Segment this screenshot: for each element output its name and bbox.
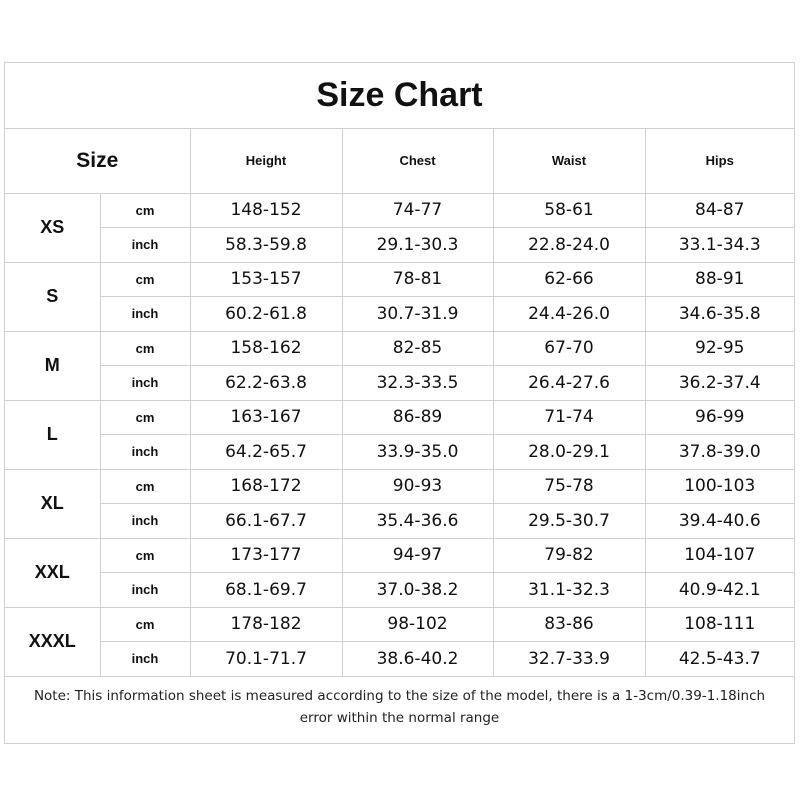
size-label: XS bbox=[5, 193, 100, 262]
hips-value: 100-103 bbox=[645, 469, 794, 504]
chest-value: 82-85 bbox=[342, 331, 493, 366]
size-label: S bbox=[5, 262, 100, 331]
page-title: Size Chart bbox=[5, 63, 794, 129]
unit-label-inch: inch bbox=[100, 228, 190, 263]
height-value: 60.2-61.8 bbox=[190, 297, 342, 332]
hips-value: 88-91 bbox=[645, 262, 794, 297]
waist-value: 29.5-30.7 bbox=[493, 504, 645, 539]
waist-value: 24.4-26.0 bbox=[493, 297, 645, 332]
hips-value: 33.1-34.3 bbox=[645, 228, 794, 263]
table-row bbox=[5, 504, 794, 539]
hips-value: 108-111 bbox=[645, 607, 794, 642]
chest-value: 78-81 bbox=[342, 262, 493, 297]
table-row bbox=[5, 538, 794, 573]
unit-label-inch: inch bbox=[100, 366, 190, 401]
height-value: 66.1-67.7 bbox=[190, 504, 342, 539]
hips-value: 84-87 bbox=[645, 193, 794, 228]
height-value: 178-182 bbox=[190, 607, 342, 642]
chest-value: 37.0-38.2 bbox=[342, 573, 493, 608]
unit-label-cm: cm bbox=[100, 193, 190, 228]
waist-value: 71-74 bbox=[493, 400, 645, 435]
table-row bbox=[5, 573, 794, 608]
table-row bbox=[5, 435, 794, 470]
unit-label-inch: inch bbox=[100, 504, 190, 539]
table-row bbox=[5, 297, 794, 332]
chest-value: 90-93 bbox=[342, 469, 493, 504]
waist-value: 31.1-32.3 bbox=[493, 573, 645, 608]
size-column-header: Size bbox=[5, 129, 190, 193]
height-value: 163-167 bbox=[190, 400, 342, 435]
table-row bbox=[5, 366, 794, 401]
unit-label-cm: cm bbox=[100, 262, 190, 297]
hips-column-header: Hips bbox=[645, 129, 794, 193]
height-value: 62.2-63.8 bbox=[190, 366, 342, 401]
chest-value: 29.1-30.3 bbox=[342, 228, 493, 263]
height-value: 153-157 bbox=[190, 262, 342, 297]
hips-value: 36.2-37.4 bbox=[645, 366, 794, 401]
chest-value: 33.9-35.0 bbox=[342, 435, 493, 470]
size-label: XL bbox=[5, 469, 100, 538]
table-row bbox=[5, 642, 794, 677]
hips-value: 42.5-43.7 bbox=[645, 642, 794, 677]
unit-label-cm: cm bbox=[100, 538, 190, 573]
waist-value: 79-82 bbox=[493, 538, 645, 573]
chest-value: 86-89 bbox=[342, 400, 493, 435]
size-label: XXXL bbox=[5, 607, 100, 676]
table-row bbox=[5, 331, 794, 366]
size-chart-sheet bbox=[4, 62, 795, 744]
waist-value: 62-66 bbox=[493, 262, 645, 297]
waist-value: 75-78 bbox=[493, 469, 645, 504]
height-value: 70.1-71.7 bbox=[190, 642, 342, 677]
chest-value: 74-77 bbox=[342, 193, 493, 228]
hips-value: 96-99 bbox=[645, 400, 794, 435]
chest-value: 32.3-33.5 bbox=[342, 366, 493, 401]
unit-label-inch: inch bbox=[100, 573, 190, 608]
height-value: 58.3-59.8 bbox=[190, 228, 342, 263]
measurement-note: Note: This information sheet is measured according to the size of the model, there is a 1-3cm/0.39-1.18inch error within the normal range bbox=[33, 688, 766, 726]
height-column-header: Height bbox=[190, 129, 342, 193]
chest-column-header: Chest bbox=[342, 129, 493, 193]
height-value: 173-177 bbox=[190, 538, 342, 573]
height-value: 158-162 bbox=[190, 331, 342, 366]
unit-label-cm: cm bbox=[100, 331, 190, 366]
chest-value: 35.4-36.6 bbox=[342, 504, 493, 539]
table-row bbox=[5, 262, 794, 297]
table-row bbox=[5, 193, 794, 228]
waist-value: 26.4-27.6 bbox=[493, 366, 645, 401]
header-row bbox=[5, 129, 794, 193]
hips-value: 39.4-40.6 bbox=[645, 504, 794, 539]
waist-value: 67-70 bbox=[493, 331, 645, 366]
size-table bbox=[5, 129, 794, 677]
chest-value: 38.6-40.2 bbox=[342, 642, 493, 677]
height-value: 148-152 bbox=[190, 193, 342, 228]
unit-label-cm: cm bbox=[100, 607, 190, 642]
waist-column-header: Waist bbox=[493, 129, 645, 193]
table-body bbox=[5, 193, 794, 676]
unit-label-inch: inch bbox=[100, 435, 190, 470]
size-label: L bbox=[5, 400, 100, 469]
chest-value: 98-102 bbox=[342, 607, 493, 642]
waist-value: 58-61 bbox=[493, 193, 645, 228]
hips-value: 34.6-35.8 bbox=[645, 297, 794, 332]
table-row bbox=[5, 400, 794, 435]
hips-value: 104-107 bbox=[645, 538, 794, 573]
unit-label-inch: inch bbox=[100, 297, 190, 332]
hips-value: 40.9-42.1 bbox=[645, 573, 794, 608]
waist-value: 22.8-24.0 bbox=[493, 228, 645, 263]
table-row bbox=[5, 469, 794, 504]
unit-label-cm: cm bbox=[100, 469, 190, 504]
height-value: 168-172 bbox=[190, 469, 342, 504]
waist-value: 32.7-33.9 bbox=[493, 642, 645, 677]
unit-label-cm: cm bbox=[100, 400, 190, 435]
waist-value: 83-86 bbox=[493, 607, 645, 642]
waist-value: 28.0-29.1 bbox=[493, 435, 645, 470]
table-row bbox=[5, 607, 794, 642]
chest-value: 30.7-31.9 bbox=[342, 297, 493, 332]
size-label: M bbox=[5, 331, 100, 400]
hips-value: 37.8-39.0 bbox=[645, 435, 794, 470]
size-label: XXL bbox=[5, 538, 100, 607]
height-value: 64.2-65.7 bbox=[190, 435, 342, 470]
height-value: 68.1-69.7 bbox=[190, 573, 342, 608]
chest-value: 94-97 bbox=[342, 538, 493, 573]
table-row bbox=[5, 228, 794, 263]
unit-label-inch: inch bbox=[100, 642, 190, 677]
hips-value: 92-95 bbox=[645, 331, 794, 366]
